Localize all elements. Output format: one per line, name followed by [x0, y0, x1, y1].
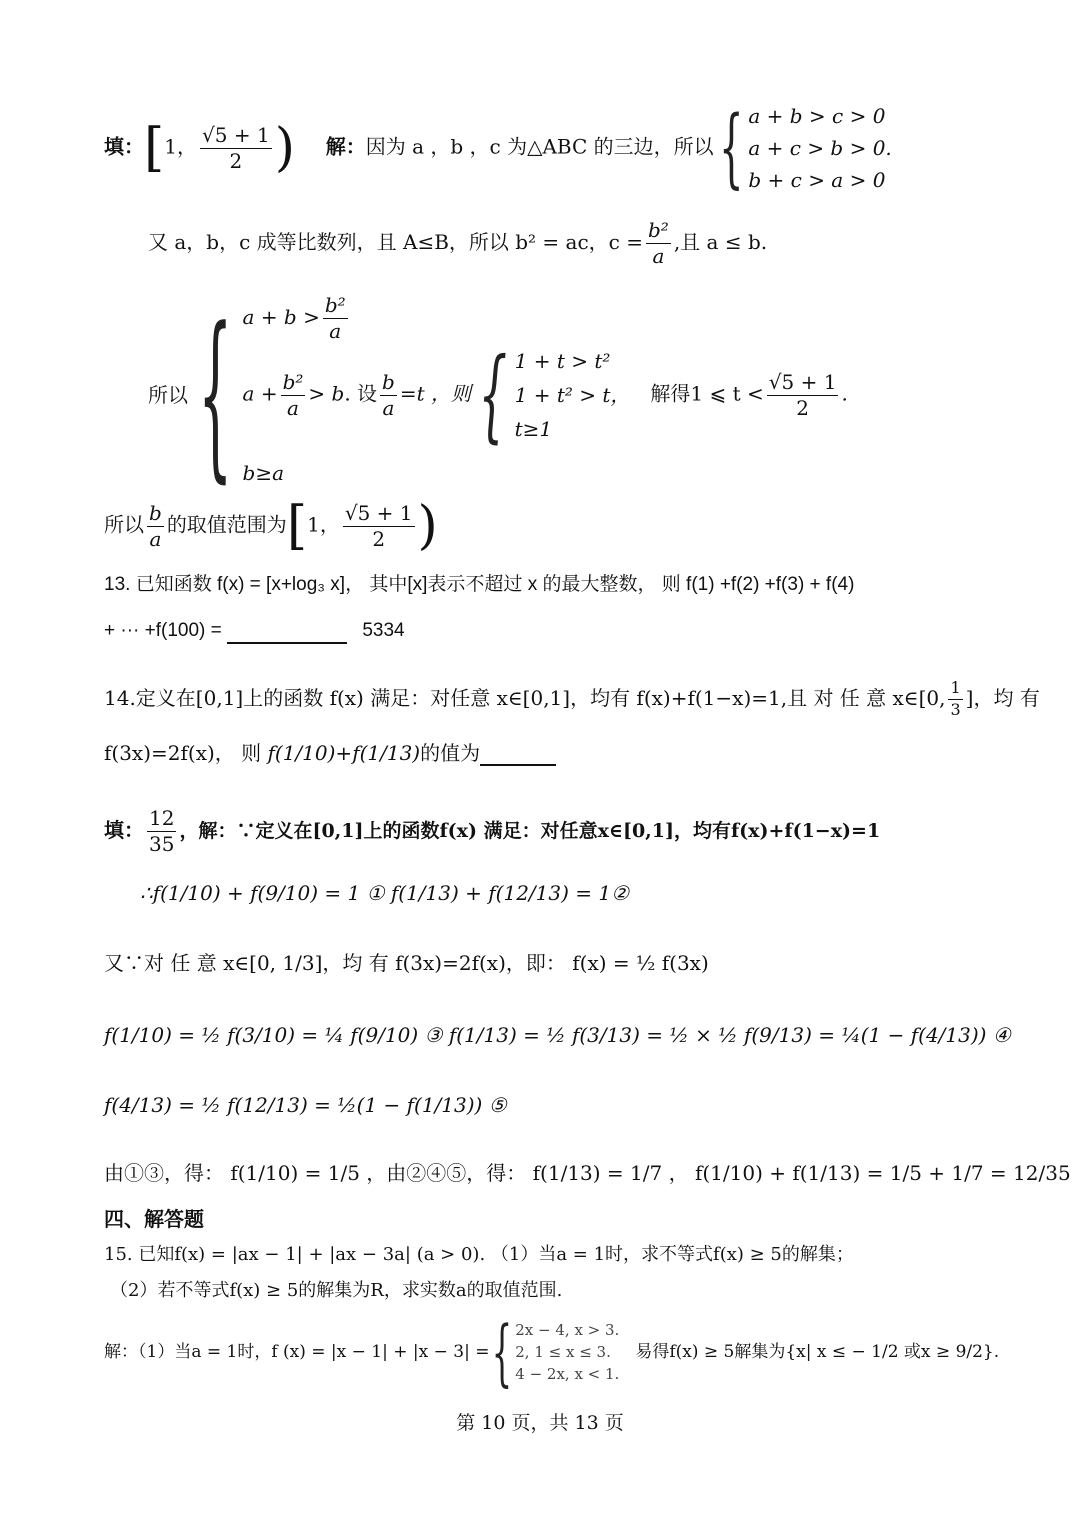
case-row: 2x − 4, x > 3.: [515, 1321, 620, 1339]
section-heading: 四、解答题: [104, 1207, 204, 1231]
numerator: b²: [282, 369, 304, 394]
range-right-bracket: ): [417, 496, 438, 556]
system-row: 1 + t > t²: [514, 349, 611, 373]
inequality-system-2: [515, 344, 631, 446]
numerator: b²: [324, 293, 346, 317]
line-text-end: ,且 a ≤ b.: [673, 230, 768, 254]
numerator: √5 + 1: [768, 369, 837, 394]
denominator: 2: [229, 148, 243, 173]
numerator: b: [149, 500, 162, 525]
left-brace: {: [478, 336, 508, 453]
b2-over-a: [646, 220, 671, 267]
b-over-a: [147, 500, 164, 551]
question-text: + ··· +f(100) =: [104, 620, 222, 641]
row-text: a +: [242, 381, 278, 406]
system-line: [148, 290, 848, 499]
numerator: b²: [648, 218, 669, 242]
answer-blank: [227, 622, 347, 644]
row-text: a + b >: [242, 305, 320, 329]
solution-text: ，解：∵定义在[0,1]上的函数f(x) 满足：对任意x∈[0,1]，均有f(x)+f(1−x)=1: [179, 820, 881, 842]
denominator: a: [329, 319, 342, 343]
equation-text: 又∵对 任 意 x∈[0, 1/3]，均 有 f(3x)=2f(x)，即： f(x) = ½ f(3x): [104, 951, 709, 975]
answer-value: 5334: [362, 620, 405, 641]
set-text: . 设: [344, 381, 378, 406]
triangle-inequality-system: [748, 100, 891, 196]
system-row: t≥1: [514, 417, 553, 441]
equation-text: f(1/10) = ½ f(3/10) = ¼ f(9/10) ③ f(1/13) = ½ f(3/13) = ½ × ½ f(9/13) = ¼(1 − f(4/13)) ④: [104, 1023, 1011, 1047]
question-15-part2: [110, 1278, 562, 1304]
f-one-tenth: f(1/10): [267, 741, 336, 765]
range-conclusion-line: [104, 496, 438, 556]
question-13-cont: [104, 618, 405, 644]
system-row: [242, 336, 848, 453]
range-right-bracket: ): [274, 118, 295, 178]
solve-text: 解得1 ⩽ t <: [650, 381, 764, 406]
geometric-sequence-line: [148, 220, 767, 267]
line-text: 又 a，b，c 成等比数列，且 A≤B，所以 b² = ac，c =: [148, 230, 643, 254]
range-lower: 1，: [307, 512, 340, 537]
period: .: [841, 381, 848, 406]
golden-ratio-fraction: [343, 500, 415, 551]
numerator: 1: [948, 680, 962, 700]
solution-label: 解：: [325, 134, 366, 159]
case-row: 2, 1 ≤ x ≤ 3.: [515, 1343, 611, 1361]
denominator: 2: [796, 395, 809, 420]
solution-text: 解：（1）当a = 1时，f (x) = |x − 1| + |x − 3| =: [104, 1342, 490, 1362]
question-text: 的值为: [420, 741, 481, 765]
system-row: a + c > b > 0.: [748, 136, 892, 160]
equation-text: 由①③，得： f(1/10) = 1/5 ，由②④⑤，得： f(1/13) = 1/7 ， f(1/10) + f(1/13) = 1/5 + 1/7 = 12/35: [104, 1161, 1071, 1185]
range-left-bracket: [: [286, 496, 308, 556]
question-13: [104, 572, 854, 598]
solution-text: 因为 a ，b ，c 为△ABC 的三边，所以: [365, 134, 714, 159]
page-number: 第 10 页，共 13 页: [456, 1412, 624, 1434]
equation-3: [104, 1022, 1011, 1048]
so-label: 所以: [148, 383, 188, 407]
system-row: b≥a: [242, 461, 285, 485]
golden-ratio-fraction: [200, 122, 272, 173]
inequality-system-1: [243, 290, 848, 500]
range-text: 的取值范围为: [166, 512, 287, 537]
system-row: [243, 290, 848, 344]
b-over-a: [380, 369, 397, 420]
f-one-thirteenth: f(1/13): [352, 741, 421, 765]
left-brace: {: [718, 98, 744, 198]
answer-fraction: [147, 808, 176, 855]
denominator: a: [382, 395, 395, 420]
question-text: （2）若不等式f(x) ≥ 5的解集为R，求实数a的取值范围.: [110, 1280, 563, 1301]
so-label: 所以: [104, 512, 144, 537]
solution-15: [104, 1310, 1000, 1394]
numerator: √5 + 1: [344, 500, 413, 525]
range-lower: 1，: [164, 134, 198, 159]
set-text: =t ，则: [399, 381, 472, 406]
numerator: 12: [149, 806, 175, 830]
question-text: 14.定义在[0,1]上的函数 f(x) 满足：对任意 x∈[0,1]，均有 f(x)+f(1−x)=1,且 对 任 意 x∈[0,: [104, 685, 946, 710]
plus: +: [335, 741, 353, 765]
answer-label: 填：: [104, 818, 144, 842]
case-row: 4 − 2x, x < 1.: [515, 1365, 620, 1383]
system-row: b + c > a > 0: [748, 168, 886, 192]
equation-text: ∴f(1/10) + f(9/10) = 1 ① f(1/13) + f(12/13) = 1②: [140, 881, 630, 905]
equation-5: [104, 1160, 1071, 1186]
one-third: [948, 680, 962, 719]
denominator: a: [652, 244, 665, 268]
denominator: a: [287, 395, 299, 420]
golden-ratio-fraction: [767, 369, 839, 420]
equation-4: [104, 1092, 507, 1118]
question-text: 13. 已知函数 f(x) = [x+log₃ x]， 其中[x]表示不超过 x 的最大整数， 则 f(1) +f(2) +f(3) + f(4): [104, 574, 855, 595]
fraction: [281, 369, 306, 420]
question-text: f(3x)=2f(x)， 则: [104, 741, 262, 765]
denominator: 35: [149, 832, 175, 856]
sqrt-numerator: √5 + 1: [202, 122, 270, 147]
system-row: 1 + t² > t，: [514, 383, 631, 407]
range-left-bracket: [: [144, 118, 165, 178]
denominator: 2: [372, 526, 386, 551]
left-brace: {: [492, 1310, 513, 1394]
equation-text: f(4/13) = ½ f(12/13) = ½(1 − f(1/13)) ⑤: [104, 1093, 507, 1117]
question-14-cont: [104, 740, 556, 766]
fraction: [323, 295, 348, 342]
row-text: > b: [308, 381, 345, 406]
question-14: [104, 680, 1040, 719]
equation-2: [104, 950, 709, 976]
equation-1: [140, 880, 629, 906]
left-brace: {: [198, 290, 233, 499]
system-row: a + b > c > 0: [748, 104, 886, 128]
question-15: [104, 1242, 854, 1268]
solution-text: 易得f(x) ≥ 5解集为{x| x ≤ − 1/2 或x ≥ 9/2}.: [635, 1342, 1000, 1362]
denominator: a: [149, 526, 162, 551]
numerator: b: [382, 369, 395, 394]
question-text: 15. 已知f(x) = |ax − 1| + |ax − 3a| (a > 0). （1）当a = 1时，求不等式f(x) ≥ 5的解集；: [104, 1244, 854, 1265]
answer-14: [104, 808, 880, 855]
denominator: 3: [950, 699, 961, 719]
answer-12-line: [104, 100, 892, 196]
question-text: ]，均 有: [965, 685, 1040, 710]
answer-label: 填：: [104, 134, 144, 159]
piecewise-cases: [515, 1319, 619, 1385]
answer-blank: [480, 744, 556, 766]
